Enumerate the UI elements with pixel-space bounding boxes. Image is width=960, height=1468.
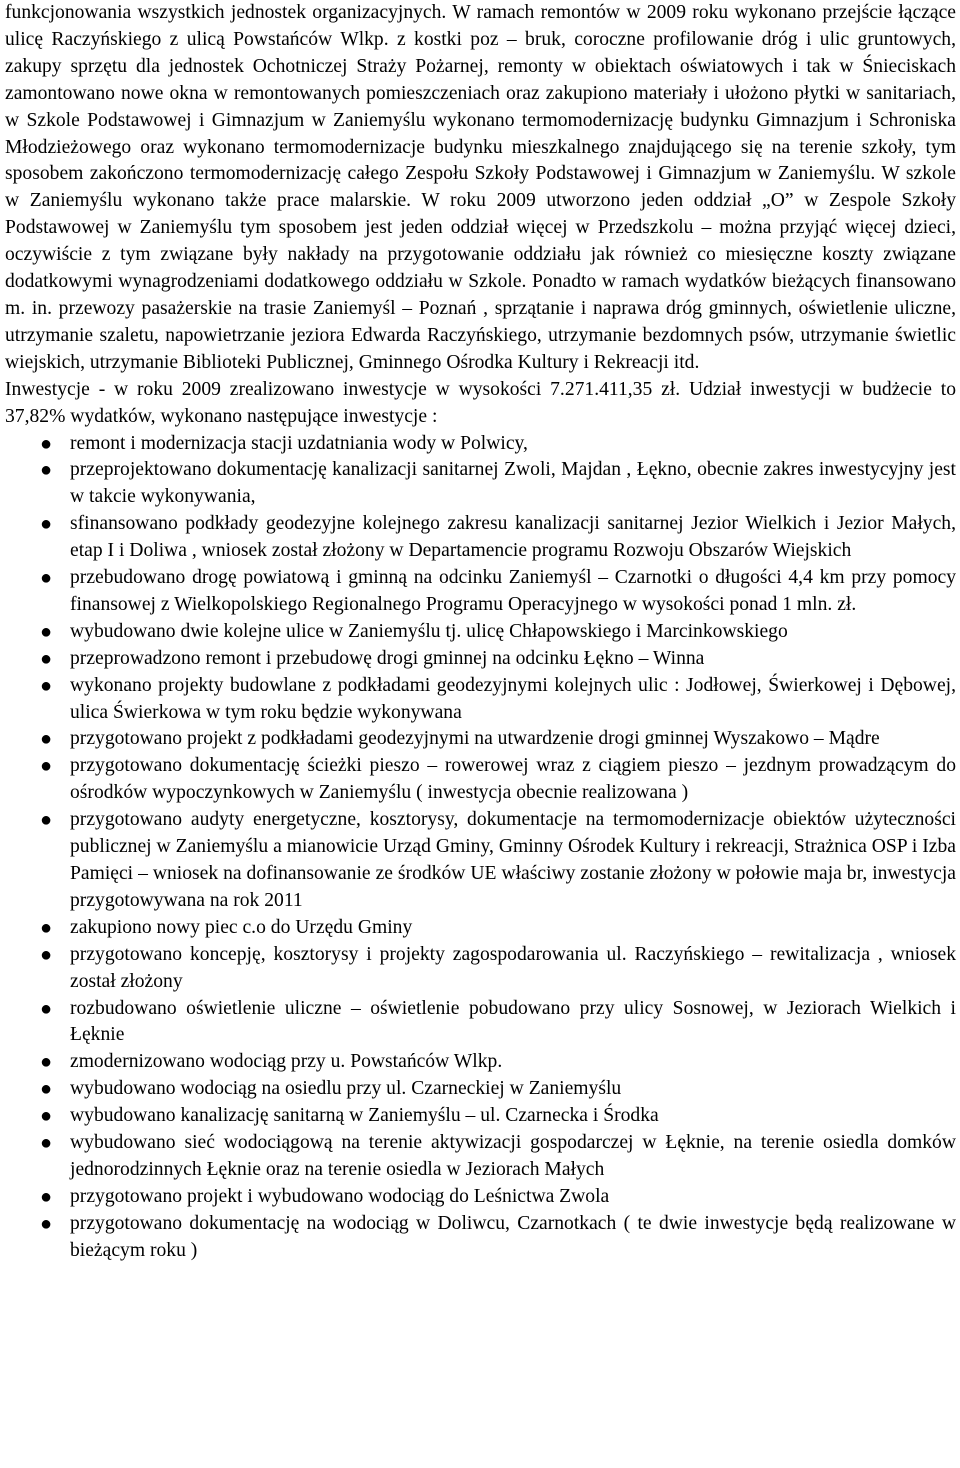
list-item-text: przygotowano audyty energetyczne, kosztorysy, dokumentacje na termomodernizacje obiektów użyteczności publicznej w Zaniemyślu a mianowicie Urząd Gminy, Gminny Ośrodek Kultury i rekreacji, Strażnica OSP i Izba Pamięci – wniosek na dofinansowanie ze środków UE właściwy zostanie złożony w połowie maja br, inwestycja przygotowywana na rok 2011 xyxy=(70,809,956,911)
investments-intro: Inwestycje - w roku 2009 zrealizowano inwestycje w wysokości 7.271.411,35 zł. Udział inwestycji w budżecie to 37,82% wydatków, wykonano następujące inwestycje : xyxy=(5,378,956,427)
investment-list xyxy=(5,431,956,1265)
bullet-icon: ● xyxy=(40,647,53,670)
list-item xyxy=(5,915,956,942)
list-item-text: przeprojektowano dokumentację kanalizacji sanitarnej Zwoli, Majdan , Łękno, obecnie zakres inwestycyjny jest w takcie wykonywania, xyxy=(70,459,956,508)
list-item-text: wybudowano wodociąg na osiedlu przy ul. Czarneckiej w Zaniemyślu xyxy=(70,1078,622,1100)
bullet-icon: ● xyxy=(40,432,53,455)
bullet-icon: ● xyxy=(40,513,53,536)
bullet-icon: ● xyxy=(40,1185,53,1208)
list-item-text: sfinansowano podkłady geodezyjne kolejnego zakresu kanalizacji sanitarnej Jezior Wielkich i Jezior Małych, etap I i Doliwa , wniosek został złożony w Departamencie programu Rozwoju Obszarów Wiejskich xyxy=(70,513,956,562)
list-item-text: przebudowano drogę powiatową i gminną na odcinku Zaniemyśl – Czarnotki o długości 4,4 km przy pomocy finansowej z Wielkopolskiego Regionalnego Programu Operacyjnego w wysokości ponad 1 mln. zł. xyxy=(70,567,956,615)
bullet-icon: ● xyxy=(40,1078,53,1101)
bullet-icon: ● xyxy=(40,1132,53,1155)
list-item xyxy=(5,996,956,1050)
bullet-icon: ● xyxy=(40,755,53,778)
list-item xyxy=(5,1103,956,1130)
bullet-icon: ● xyxy=(40,1212,53,1235)
list-item xyxy=(5,565,956,619)
list-item-text: przeprowadzono remont i przebudowę drogi gminnej na odcinku Łękno – Winna xyxy=(70,647,705,669)
list-item-text: wybudowano kanalizację sanitarną w Zaniemyślu – ul. Czarnecka i Środka xyxy=(70,1105,659,1127)
list-item-text: remont i modernizacja stacji uzdatniania wody w Polwicy, xyxy=(70,432,528,454)
bullet-icon: ● xyxy=(40,674,53,697)
list-item-text: wybudowano dwie kolejne ulice w Zaniemyślu tj. ulicę Chłapowskiego i Marcinkowskiego xyxy=(70,620,788,642)
list-item xyxy=(5,673,956,727)
list-item-text: wybudowano sieć wodociągową na terenie aktywizacji gospodarczej w Łęknie, na terenie osiedla domków jednorodzinnych Łęknie oraz na terenie osiedla w Jeziorach Małych xyxy=(70,1132,956,1180)
list-item-text: zakupiono nowy piec c.o do Urzędu Gminy xyxy=(70,916,413,938)
bullet-icon: ● xyxy=(40,1105,53,1128)
list-item-text: przygotowano dokumentację ścieżki pieszo – rowerowej wraz z ciągiem pieszo – jezdnym prowadzącym do ośrodków wypoczynkowych w Zaniemyślu ( inwestycja obecnie realizowana ) xyxy=(70,755,956,804)
list-item xyxy=(5,619,956,646)
list-item xyxy=(5,726,956,753)
list-item xyxy=(5,807,956,915)
list-item-text: przygotowano projekt z podkładami geodezyjnymi na utwardzenie drogi gminnej Wyszakowo – Mądre xyxy=(70,728,880,750)
list-item xyxy=(5,457,956,511)
list-item-text: przygotowano projekt i wybudowano wodociąg do Leśnictwa Zwola xyxy=(70,1185,610,1207)
bullet-icon: ● xyxy=(40,809,53,832)
list-item xyxy=(5,1211,956,1265)
list-item xyxy=(5,942,956,996)
intro-paragraph: funkcjonowania wszystkich jednostek organizacyjnych. W ramach remontów w 2009 roku wykonano przejście łączące ulicę Raczyńskiego z ulicą Powstańców Wlkp. z kostki poz – bruk, coroczne profilowanie dróg i ulic gruntowych, zakupy sprzętu dla jednostek Ochotniczej Straży Pożarnej, remonty w obiektach oświatowych i tak w Śnieciskach zamontowano nowe okna w remontowanych pomieszczeniach oraz zakupiono materiały i ułożono płytki w sanitariach, w Szkole Podstawowej i Gimnazjum w Zaniemyślu wykonano termomodernizację budynku Gimnazjum i Schroniska Młodzieżowego oraz wykonano termomodernizacje budynku mieszkalnego znajdującego się na terenie szkoły, tym sposobem zakończono termomodernizację całego Zespołu Szkoły Podstawowej i Gimnazjum w Zaniemyślu. W szkole w Zaniemyślu wykonano także prace malarskie. W roku 2009 utworzono jeden oddział „O” w Zespole Szkoły Podstawowej w Zaniemyślu tym sposobem jest jeden oddział więcej w Przedszkolu – można przyjąć więcej dzieci, oczywiście z tym związane były nakłady na przygotowanie oddziału jak również co miesięczne koszty związane dodatkowymi wynagrodzeniami dodatkowego oddziału w Szkole. Ponadto w ramach wydatków bieżących finansowano m. in. przewozy pasażerskie na trasie Zaniemyśl – Poznań , sprzątanie i naprawa dróg gminnych, oświetlenie uliczne, utrzymanie szaletu, napowietrzanie jeziora Edwarda Raczyńskiego, utrzymanie bezdomnych psów, utrzymanie świetlic wiejskich, utrzymanie Biblioteki Publicznej, Gminnego Ośrodka Kultury i Rekreacji itd. xyxy=(5,2,956,373)
bullet-icon: ● xyxy=(40,728,53,751)
list-item xyxy=(5,1184,956,1211)
bullet-icon: ● xyxy=(40,620,53,643)
list-item-text: rozbudowano oświetlenie uliczne – oświetlenie pobudowano przy ulicy Sosnowej, w Jeziorach Wielkich i Łęknie xyxy=(70,997,956,1046)
bullet-icon: ● xyxy=(40,997,53,1020)
bullet-icon: ● xyxy=(40,943,53,966)
list-item-text: przygotowano koncepję, kosztorysy i projekty zagospodarowania ul. Raczyńskiego – rewitalizacja , wniosek został złożony xyxy=(70,943,956,992)
list-item xyxy=(5,511,956,565)
bullet-icon: ● xyxy=(40,916,53,939)
list-item xyxy=(5,431,956,458)
list-item xyxy=(5,646,956,673)
list-item-text: przygotowano dokumentację na wodociąg w Doliwcu, Czarnotkach ( te dwie inwestycje będą realizowane w bieżącym roku ) xyxy=(70,1212,956,1261)
list-item xyxy=(5,753,956,807)
bullet-icon: ● xyxy=(40,567,53,590)
bullet-icon: ● xyxy=(40,459,53,482)
list-item-text: zmodernizowano wodociąg przy u. Powstańców Wlkp. xyxy=(70,1051,503,1073)
list-item xyxy=(5,1049,956,1076)
list-item xyxy=(5,1130,956,1184)
list-item-text: wykonano projekty budowlane z podkładami geodezyjnymi kolejnych ulic : Jodłowej, Świerkowej i Dębowej, ulica Świerkowa w tym roku będzie wykonywana xyxy=(70,674,956,723)
list-item xyxy=(5,1076,956,1103)
bullet-icon: ● xyxy=(40,1051,53,1074)
